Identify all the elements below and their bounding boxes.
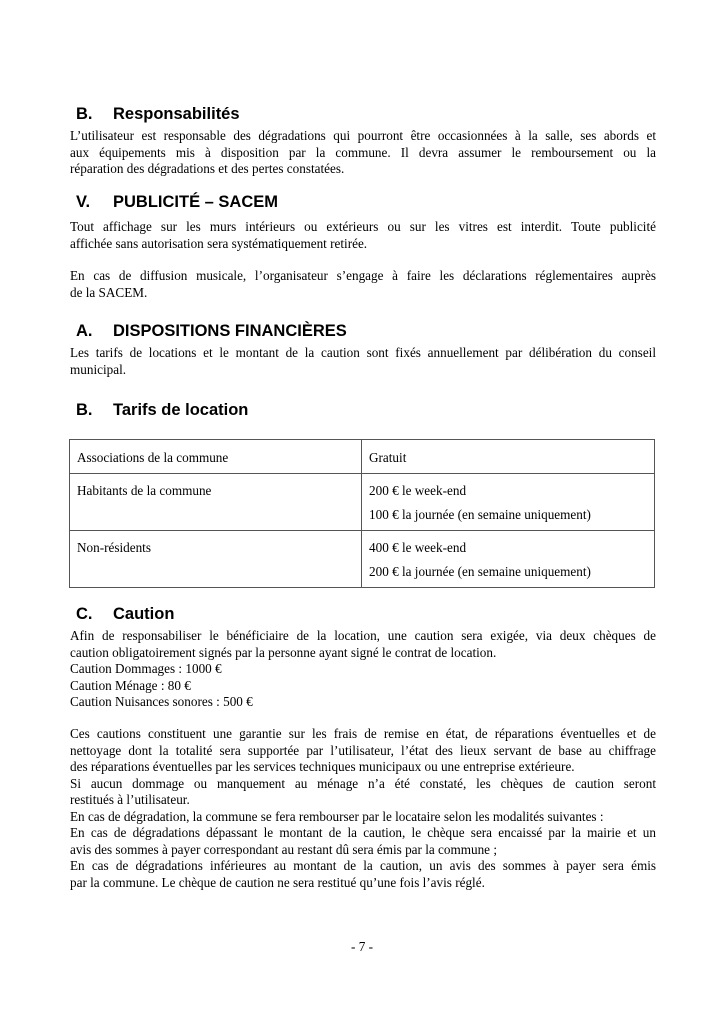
text-line: Afin de responsabiliser le bénéficiaire de la location, une caution sera exigée, via deux chèques de (70, 628, 656, 643)
text-line: nettoyage dont la totalité sera supportée par l’utilisateur, l’état des lieux servant de base au chiffrage (70, 742, 656, 758)
text-line: Les tarifs de locations et le montant de la caution sont fixés annuellement par délibération du conseil (70, 345, 656, 360)
heading-number: V. (76, 193, 91, 211)
text-line: Tout affichage sur les murs intérieurs ou extérieurs ou sur les vitres est interdit. Toute publicité (70, 219, 656, 234)
tarifs-table (69, 439, 655, 588)
caution-nuisances: Caution Nuisances sonores : 500 € (70, 694, 253, 709)
heading-responsabilites (76, 104, 240, 124)
text-line: de la SACEM. (70, 284, 148, 300)
heading-number: C. (76, 605, 93, 623)
text-line: caution obligatoirement signés par la personne ayant signé le contrat de location. (70, 644, 497, 660)
table-cell-category (70, 440, 362, 474)
cell-text: 400 € le week-end (369, 540, 467, 555)
cell-text: Gratuit (369, 450, 407, 465)
heading-title: Tarifs de location (113, 401, 249, 419)
table-cell-category (70, 531, 362, 588)
paragraph-caution-intro (70, 628, 656, 711)
heading-publicite (76, 192, 278, 212)
heading-title: PUBLICITÉ – SACEM (113, 193, 279, 211)
text-line: En cas de diffusion musicale, l’organisateur s’engage à faire les déclarations réglementaires auprès (70, 268, 656, 283)
cell-text: Associations de la commune (77, 450, 229, 465)
text-line: En cas de dégradation, la commune se fera rembourser par le locataire selon les modalités suivantes : (70, 808, 604, 824)
table-cell-price (362, 440, 655, 474)
text-line: L’utilisateur est responsable des dégradations qui pourront être occasionnées à la salle, ses abords et (70, 128, 656, 143)
heading-title: DISPOSITIONS FINANCIÈRES (113, 322, 347, 340)
text-line: aux équipements mis à disposition par la commune. Il devra assumer le remboursement ou la (70, 144, 656, 160)
paragraph-publicite-sacem (70, 268, 656, 301)
text-line: des réparations éventuelles par les services techniques municipaux ou une entreprise extérieure. (70, 759, 575, 774)
paragraph-responsabilites (70, 128, 656, 178)
text-line: En cas de dégradations dépassant le montant de la caution, le chèque sera encaissé par la mairie et un (70, 825, 656, 840)
table-row (70, 531, 655, 588)
cell-text: 200 € le week-end (369, 483, 467, 498)
table-row (70, 474, 655, 531)
caution-dommages: Caution Dommages : 1000 € (70, 661, 222, 676)
table-row (70, 440, 655, 474)
cell-text: 200 € la journée (en semaine uniquement) (369, 564, 591, 579)
table-cell-price (362, 474, 655, 531)
text-line: par la commune. Le chèque de caution ne sera restitué qu’une fois l’avis réglé. (70, 874, 485, 890)
text-line: municipal. (70, 361, 127, 377)
heading-caution (76, 604, 174, 624)
table-cell-price (362, 531, 655, 588)
text-line: Si aucun dommage ou manquement au ménage n’a été constaté, les chèques de caution seront (70, 775, 656, 791)
heading-number: B. (76, 105, 93, 123)
heading-number: A. (76, 322, 93, 340)
heading-title: Caution (113, 605, 175, 623)
paragraph-dispositions (70, 345, 656, 378)
heading-dispositions-financieres (76, 321, 347, 341)
heading-tarifs (76, 400, 248, 420)
cell-text: Habitants de la commune (77, 483, 212, 498)
caution-menage: Caution Ménage : 80 € (70, 677, 191, 693)
text-line: avis des sommes à payer correspondant au restant dû sera émis par la commune ; (70, 841, 497, 857)
text-line: restitués à l’utilisateur. (70, 792, 190, 807)
text-line: affichée sans autorisation sera systématiquement retirée. (70, 235, 368, 251)
text-line: réparation des dégradations et des pertes constatées. (70, 161, 345, 176)
heading-number: B. (76, 401, 93, 419)
heading-title: Responsabilités (113, 105, 240, 123)
paragraph-caution-details (70, 726, 656, 891)
text-line: Ces cautions constituent une garantie sur les frais de remise en état, de réparations éventuelles et de (70, 726, 656, 741)
page-number: - 7 - (351, 939, 373, 954)
paragraph-publicite-affichage (70, 219, 656, 252)
text-line: En cas de dégradations inférieures au montant de la caution, un avis des sommes à payer sera émis (70, 858, 656, 873)
cell-text: Non-résidents (77, 540, 151, 555)
table-cell-category (70, 474, 362, 531)
cell-text: 100 € la journée (en semaine uniquement) (369, 507, 591, 522)
